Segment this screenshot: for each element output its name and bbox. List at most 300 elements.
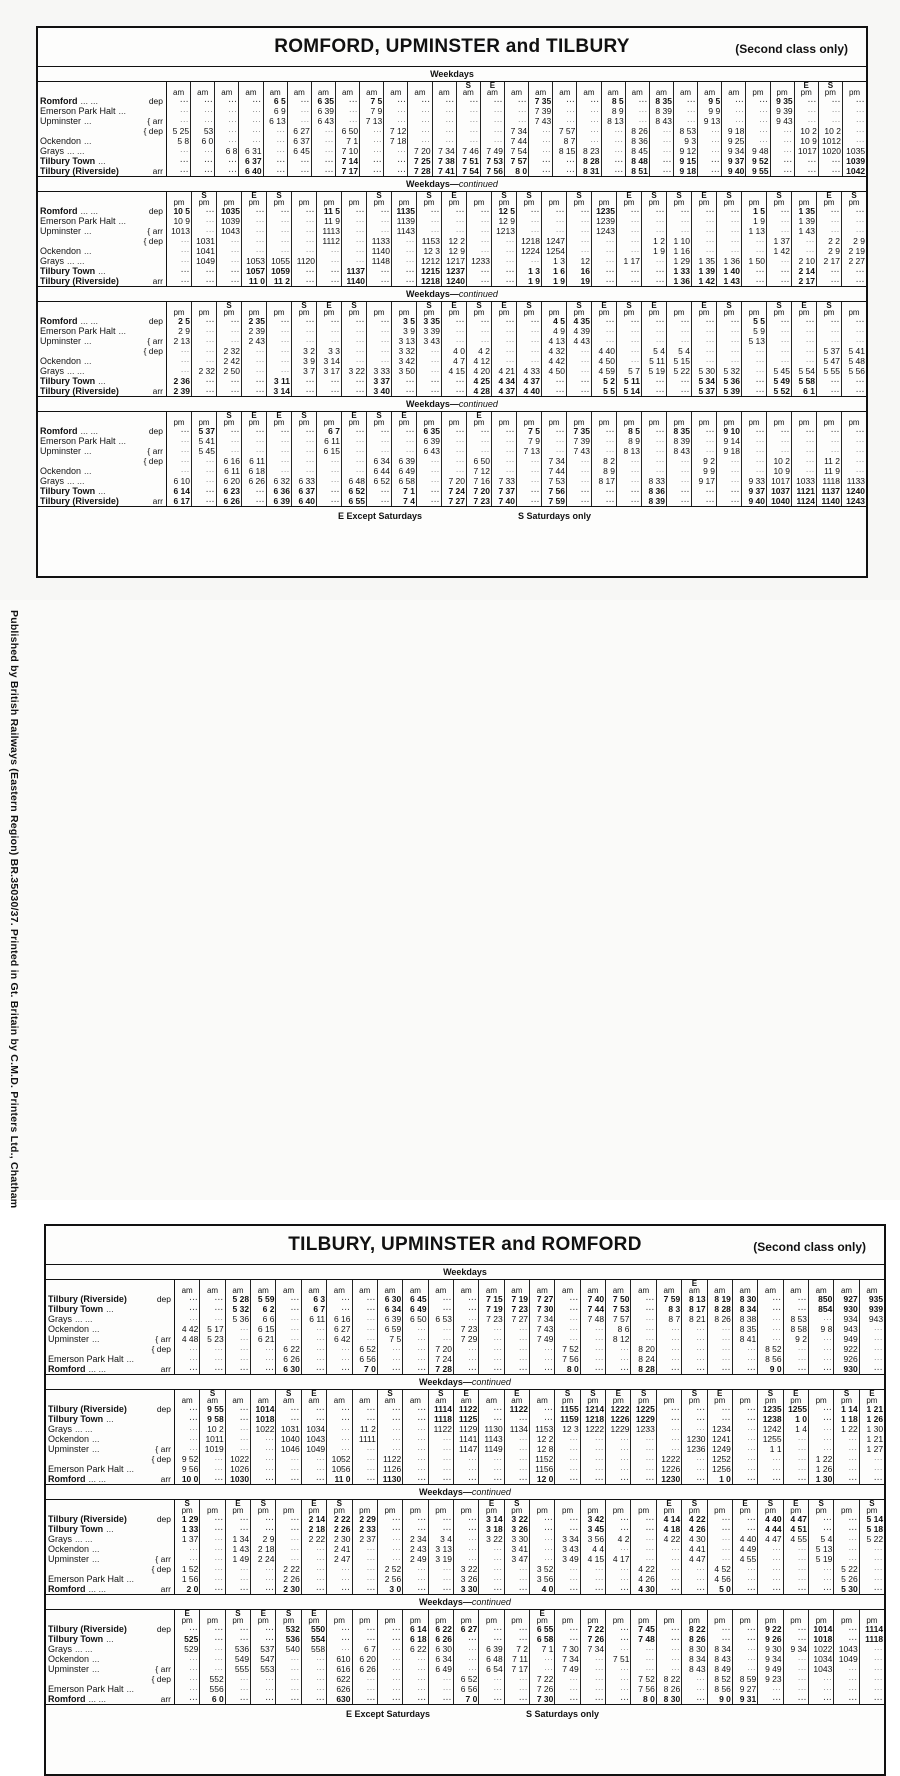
time-cell: ... [595,1365,605,1372]
time-cell: ... [265,1345,275,1352]
train-column [215,82,239,176]
train-day-symbol: S [260,1499,266,1508]
train-am-pm: am [638,1286,650,1295]
time-cell: 8 22 [663,1674,681,1684]
time-cell: 8 34 [714,1644,731,1654]
train-am-pm: pm [373,308,385,317]
time-cell: ... [356,237,365,244]
train-column [567,412,592,506]
time-cell: ... [631,487,640,494]
time-cell: ... [731,467,740,474]
time-cell: ... [367,1465,376,1472]
time-cell: 12 [580,256,590,266]
train-am-pm: pm [673,308,685,317]
train-am-pm: pm [587,1396,599,1405]
train-day-symbol: E [311,1609,317,1618]
time-cell: ... [181,347,190,354]
time-cell: 2 49 [410,1554,427,1564]
time-cell: ... [281,227,290,234]
time-cell: ... [747,1585,757,1592]
time-cell: 7 20 [473,486,490,496]
train-header [336,82,359,96]
time-cell: ... [240,1585,250,1592]
time-cell: ... [189,1545,199,1552]
time-cell: 3 34 [562,1534,579,1544]
station-row [46,1684,174,1694]
time-cell: ... [290,1315,300,1322]
time-cell: 9 35 [776,96,793,106]
train-header [592,302,616,316]
time-cell: 1238 [762,1414,782,1424]
train-header [217,412,241,426]
time-cell: 4 9 [553,326,565,336]
train-am-pm: pm [623,418,635,427]
time-cell: 5 30 [698,366,715,376]
time-cell: ... [240,1415,250,1422]
time-cell: ... [256,207,265,214]
time-cell: ... [531,227,540,234]
station-name: Emerson Park Halt [48,1354,124,1364]
time-cell: 7 52 [562,1344,579,1354]
train-header [631,1280,655,1294]
train-am-pm: pm [739,1396,751,1405]
time-cell: ... [544,1665,554,1672]
section-continued-text: continued [458,399,498,409]
time-cell: 4 35 [573,316,590,326]
time-cell: ... [581,387,590,394]
train-am-pm: am [739,1286,751,1295]
time-cell: ... [747,1435,757,1442]
time-cell: ... [331,327,340,334]
time-cell: ... [316,1335,326,1342]
time-cell: 1 36 [723,256,740,266]
time-cell: 8 13 [607,116,624,126]
station-row [46,1694,174,1704]
time-cell: ... [798,1475,807,1482]
train-column [542,302,567,396]
time-cell: 1235 [762,1404,782,1414]
train-header [606,1390,630,1404]
train-am-pm: am [663,1286,675,1295]
station-name: Tilbury Town [48,1524,104,1534]
time-cell: 6 52 [359,1344,376,1354]
time-cell: 7 1 [541,1644,554,1654]
time-cell: 5 30 [841,1584,858,1594]
train-header [492,192,516,206]
train-am-pm: am [173,88,185,97]
time-cell: 1 26 [815,1464,833,1474]
time-cell: ... [417,1455,427,1462]
time-cell: ... [181,367,190,374]
time-cell: ... [519,1345,529,1352]
time-cell: ... [456,437,465,444]
train-column [631,1390,656,1484]
time-cell: ... [696,1355,706,1362]
train-am-pm: pm [798,418,810,427]
time-cell: 5 5 [603,386,615,396]
time-cell: ... [265,1525,275,1532]
train-header [733,1390,757,1404]
train-column [792,302,817,396]
time-cell: ... [874,1675,884,1682]
train-day-symbol: S [501,191,507,200]
train-day-symbol: S [285,1609,292,1618]
train-am-pm: pm [498,198,510,207]
time-cell: 949 [843,1334,858,1344]
train-am-pm: am [317,88,329,97]
time-cell: 9 18 [723,446,740,456]
time-cell: ... [806,437,815,444]
time-cell: ... [456,327,465,334]
time-cell: 558 [310,1644,326,1654]
time-cell: ... [831,387,840,394]
station-name: Grays [40,256,65,266]
train-header [602,82,625,96]
train-am-pm: am [510,88,523,97]
time-cell: ... [848,1445,858,1452]
time-cell: ... [493,1675,503,1682]
time-cell: 4 18 [663,1524,681,1534]
time-cell: 9 40 [727,166,745,176]
train-day-symbol: S [564,1389,571,1398]
train-header [242,412,266,426]
time-cell: ... [518,117,528,124]
train-day-symbol: S [726,301,732,310]
time-cell: 1 9 [653,246,665,256]
time-cell: ... [569,1625,579,1632]
train-header [542,412,566,426]
time-cell: ... [301,97,310,104]
train-day-symbol: S [235,1609,241,1618]
time-cell: ... [569,1635,579,1642]
time-cell: ... [367,1575,376,1582]
station-row [38,476,166,486]
time-cell: ... [681,337,690,344]
time-cell: 6 6 [262,1314,275,1324]
time-cell: ... [356,457,365,464]
time-cell: ... [823,1695,833,1702]
train-am-pm: pm [273,198,285,207]
train-column [771,82,795,176]
train-day-symbol: S [826,301,832,310]
train-column [567,192,592,286]
time-cell: 1043 [306,1434,326,1444]
time-cell: 6 45 [293,146,310,156]
time-cell: 8 28 [638,1364,655,1374]
time-cell: ... [417,1465,427,1472]
train-header [843,82,866,96]
train-header [429,1610,453,1624]
time-cell: ... [180,167,190,174]
time-cell: ... [595,1655,605,1662]
time-cell: ... [306,447,315,454]
train-header [733,1610,757,1624]
time-cell: 8 9 [628,436,640,446]
time-cell: ... [756,377,765,384]
time-cell: ... [519,1565,529,1572]
time-cell: ... [306,277,315,284]
time-cell: 6 43 [423,446,440,456]
train-column [327,1500,352,1594]
time-cell: 4 5 [553,316,565,326]
time-cell: ... [431,457,440,464]
time-cell: ... [856,97,866,104]
time-cell: ... [181,247,190,254]
train-column [809,1610,834,1704]
time-cell: ... [772,1295,782,1302]
time-cell: ... [356,207,365,214]
time-cell: ... [856,117,866,124]
time-cell: ... [595,1435,605,1442]
time-cell: ... [331,277,340,284]
train-header [517,412,541,426]
train-column [317,192,342,286]
train-am-pm: am [341,88,354,97]
train-column [555,1500,580,1594]
time-cell: ... [306,337,315,344]
time-cell: ... [696,1405,706,1412]
train-column [167,192,192,286]
time-cell: 5 37 [198,426,215,436]
time-cell: ... [807,97,817,104]
time-cell: ... [290,1415,300,1422]
section-label-text: Weekdays [419,1487,463,1497]
station-name: Ockendon [48,1434,90,1444]
time-cell: ... [756,357,765,364]
time-cell: 1039 [221,216,240,226]
train-column [530,1280,555,1374]
time-cell: 1 2 [653,236,665,246]
time-cell: ... [189,1675,199,1682]
time-cell: ... [569,1575,579,1582]
time-cell: ... [468,1555,478,1562]
time-cell: 1043 [813,1664,833,1674]
train-am-pm: pm [373,198,385,207]
station-row [38,246,166,256]
train-column [819,82,843,176]
time-cell: ... [874,1365,884,1372]
time-cell: ... [645,1455,655,1462]
train-am-pm: pm [748,308,760,317]
time-cell: ... [206,457,215,464]
train-am-pm: pm [485,1506,498,1515]
station-row [38,106,166,116]
time-cell: ... [356,427,365,434]
time-cell: ... [417,1565,427,1572]
time-cell: 2 22 [308,1534,326,1544]
time-cell: ... [493,1545,503,1552]
time-cell: ... [711,127,721,134]
station-row [46,1354,174,1364]
time-cell: ... [206,207,215,214]
train-am-pm: pm [714,1506,726,1515]
time-cell: ... [214,1525,224,1532]
time-cell: ... [645,1475,655,1482]
train-header [302,1500,326,1514]
time-cell: ... [848,1455,858,1462]
time-cell: 8 35 [655,96,672,106]
time-cell: 1143 [396,226,415,236]
time-cell: 3 39 [423,326,440,336]
time-cell: ... [638,97,648,104]
train-header [417,412,441,426]
time-cell: 8 52 [765,1344,782,1354]
time-cell: ... [595,1565,605,1572]
time-cell: ... [831,207,840,214]
time-cell: ... [381,277,390,284]
time-cell: 8 13 [623,446,640,456]
train-header [606,1280,630,1294]
train-column [408,82,432,176]
train-header [717,412,741,426]
train-am-pm: pm [648,418,660,427]
time-cell: 6 1 [803,386,815,396]
time-cell: 1222 [585,1424,605,1434]
train-header [842,192,866,206]
time-cell: 2 5 [178,316,190,326]
train-column [834,1280,859,1374]
train-am-pm: am [206,1396,219,1405]
time-cell: ... [671,1325,681,1332]
time-cell: ... [306,377,315,384]
train-header [767,412,791,426]
time-cell: 850 [818,1294,833,1304]
train-column [226,1390,251,1484]
time-cell: ... [645,1515,655,1522]
time-cell: ... [206,327,215,334]
time-cell: 3 40 [373,386,390,396]
time-cell: 4 41 [689,1544,706,1554]
train-header [817,412,841,426]
time-cell: ... [417,1515,427,1522]
time-cell: ... [240,1675,250,1682]
time-cell: 6 15 [257,1324,275,1334]
train-header [408,82,431,96]
time-cell: ... [231,277,240,284]
time-cell: ... [417,1355,427,1362]
time-cell: ... [367,1555,376,1562]
time-cell: ... [631,277,640,284]
train-column [317,412,342,506]
time-cell: 4 7 [453,356,465,366]
time-cell: ... [848,1685,858,1692]
time-cell: 3 2 [303,346,315,356]
time-cell: ... [325,137,334,144]
time-cell: 1040 [771,496,790,506]
time-cell: ... [581,497,590,504]
time-cell: 7 1 [403,486,415,496]
train-column [742,302,767,396]
time-cell: 7 34 [587,1644,605,1654]
time-cell: ... [731,497,740,504]
station-name: Upminster [40,336,82,346]
time-cell: ... [831,227,840,234]
train-column [530,1610,555,1704]
time-cell: ... [214,1305,224,1312]
train-day-symbol: S [590,1389,596,1398]
time-cell: ... [756,247,765,254]
train-header [378,1610,402,1624]
time-cell: ... [206,487,215,494]
time-cell: ... [856,447,865,454]
time-cell: ... [276,137,286,144]
time-cell: 2 47 [333,1554,351,1564]
time-cell: 6 30 [435,1644,452,1654]
train-header [792,192,816,206]
time-cell: ... [542,127,552,134]
time-cell: 1018 [813,1634,833,1644]
train-header [722,82,745,96]
time-cell: 4 40 [739,1534,757,1544]
time-cell: 1 30 [815,1474,833,1484]
train-column [650,82,674,176]
time-cell: ... [663,167,672,174]
time-cell: 3 43 [423,336,440,346]
time-cell: 11 0 [334,1474,351,1484]
station-name: Tilbury (Riverside) [48,1294,127,1304]
time-cell: ... [316,1585,326,1592]
time-cell: ... [706,487,715,494]
time-cell: 553 [260,1664,275,1674]
train-header [555,1610,579,1624]
time-cell: ... [645,1335,655,1342]
train-header [758,1280,782,1294]
station-row [46,1424,174,1434]
time-cell: 9 10 [723,426,740,436]
time-cell: ... [367,1695,376,1702]
train-column [834,1610,859,1704]
time-cell: 3 7 [303,366,315,376]
train-header [251,1390,275,1404]
time-cell: ... [445,117,455,124]
time-cell: ... [306,237,315,244]
train-am-pm: pm [348,308,360,317]
time-cell: 1120 [296,256,315,266]
train-header [581,1610,605,1624]
time-cell: 6 44 [373,466,390,476]
train-header [642,192,666,206]
time-cell: ... [731,207,740,214]
time-cell: ... [681,457,690,464]
train-column [454,1390,479,1484]
train-day-symbol: S [827,81,834,90]
time-cell: ... [681,317,690,324]
station-row [46,1624,174,1634]
time-cell: ... [711,137,721,144]
time-cell: 8 17 [689,1304,706,1314]
train-header [353,1610,377,1624]
station-dots: ... ... [88,1364,107,1374]
station-name: Grays [48,1314,73,1324]
time-cell: ... [556,227,565,234]
time-cell: ... [406,267,415,274]
train-column [242,302,267,396]
train-header [192,302,216,316]
time-cell: ... [759,97,769,104]
time-cell: 4 30 [638,1584,655,1594]
time-cell: 6 39 [273,496,290,506]
time-cell: 7 40 [587,1294,605,1304]
time-cell: ... [431,207,440,214]
time-cell: 8 51 [631,166,648,176]
time-cell: 1135 [396,206,415,216]
station-row [38,456,166,466]
timetable-grid [38,302,866,397]
station-name: Emerson Park Halt [40,216,116,226]
time-cell: ... [367,1675,376,1682]
train-header [517,302,541,316]
time-cell: 1112 [322,236,340,246]
